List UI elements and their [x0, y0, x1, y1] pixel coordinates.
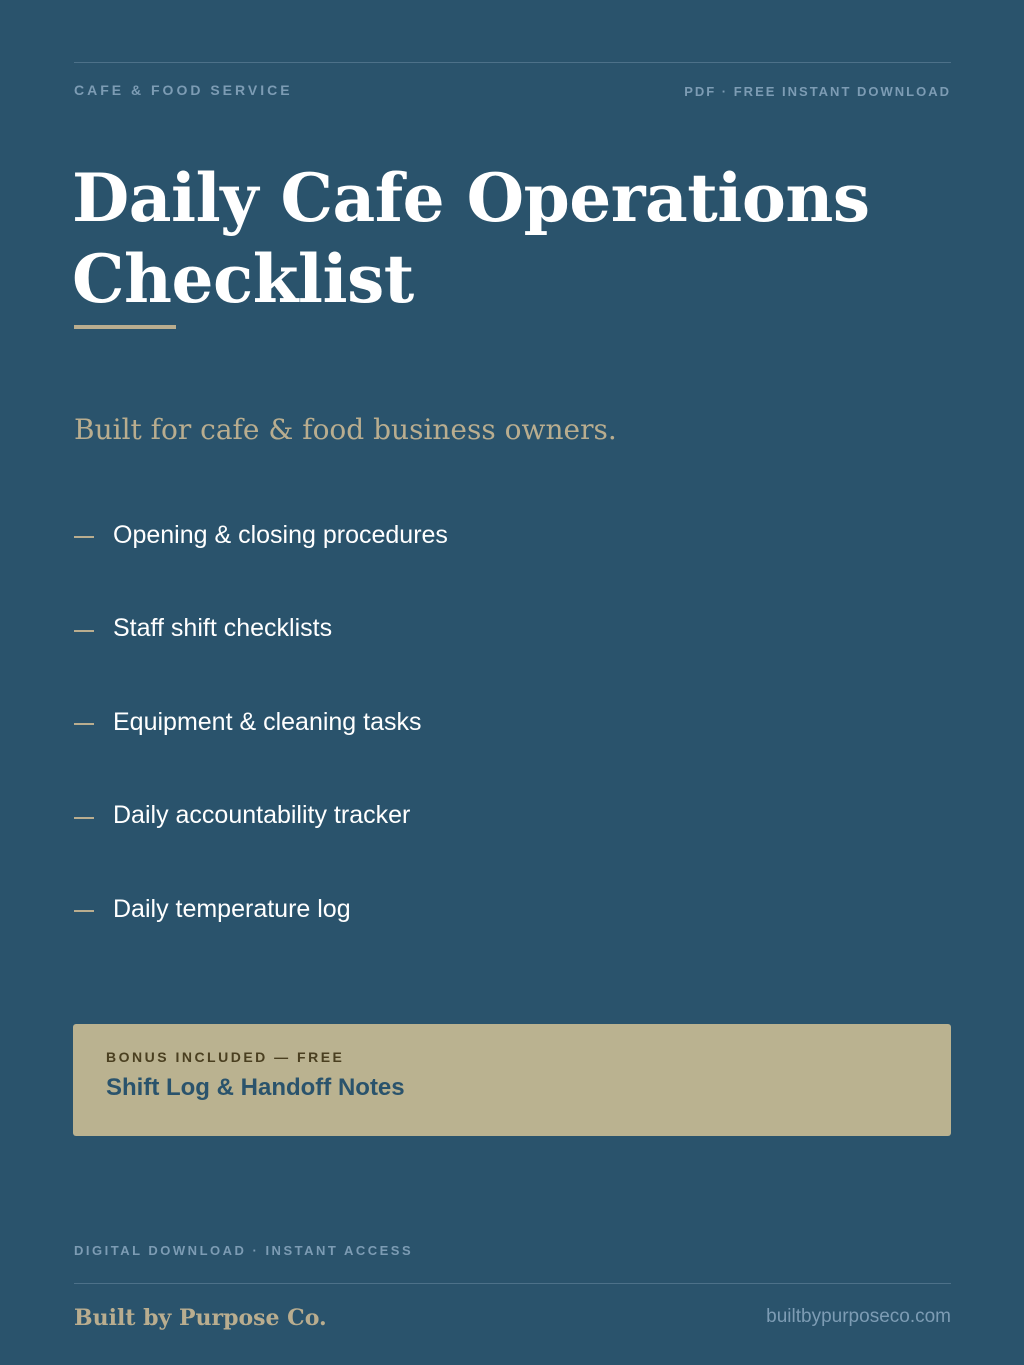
- feature-label: Equipment & cleaning tasks: [113, 707, 422, 736]
- bonus-callout: [73, 1024, 951, 1136]
- feature-item: [74, 793, 448, 839]
- category-eyebrow: CAFE & FOOD SERVICE: [74, 82, 293, 98]
- feature-item: [74, 512, 448, 558]
- bonus-tag: BONUS INCLUDED — FREE: [106, 1049, 345, 1065]
- dash-bullet-icon: [74, 536, 94, 538]
- dash-bullet-icon: [74, 817, 94, 819]
- subtitle: Built for cafe & food business owners.: [74, 413, 617, 446]
- feature-item: [74, 606, 448, 652]
- feature-label: Staff shift checklists: [113, 614, 333, 642]
- feature-item: [74, 699, 448, 745]
- feature-label: Opening & closing procedures: [113, 520, 448, 549]
- page-title: Daily Cafe Operations Checklist: [72, 159, 870, 318]
- brand-name: Built by Purpose Co.: [74, 1305, 327, 1331]
- dash-bullet-icon: [74, 723, 94, 725]
- bonus-title: Shift Log & Handoff Notes: [106, 1074, 405, 1101]
- top-divider: [74, 62, 951, 63]
- dash-bullet-icon: [74, 910, 94, 912]
- access-label: DIGITAL DOWNLOAD · INSTANT ACCESS: [74, 1243, 414, 1258]
- title-underline-accent: [74, 325, 176, 329]
- format-label: PDF · FREE INSTANT DOWNLOAD: [684, 84, 951, 99]
- feature-label: Daily accountability tracker: [113, 801, 411, 829]
- website-link[interactable]: builtbypurposeco.com: [766, 1306, 951, 1327]
- feature-label: Daily temperature log: [113, 894, 351, 923]
- dash-bullet-icon: [74, 630, 94, 632]
- feature-list: [74, 512, 448, 980]
- bottom-divider: [74, 1283, 951, 1284]
- feature-item: [74, 886, 448, 932]
